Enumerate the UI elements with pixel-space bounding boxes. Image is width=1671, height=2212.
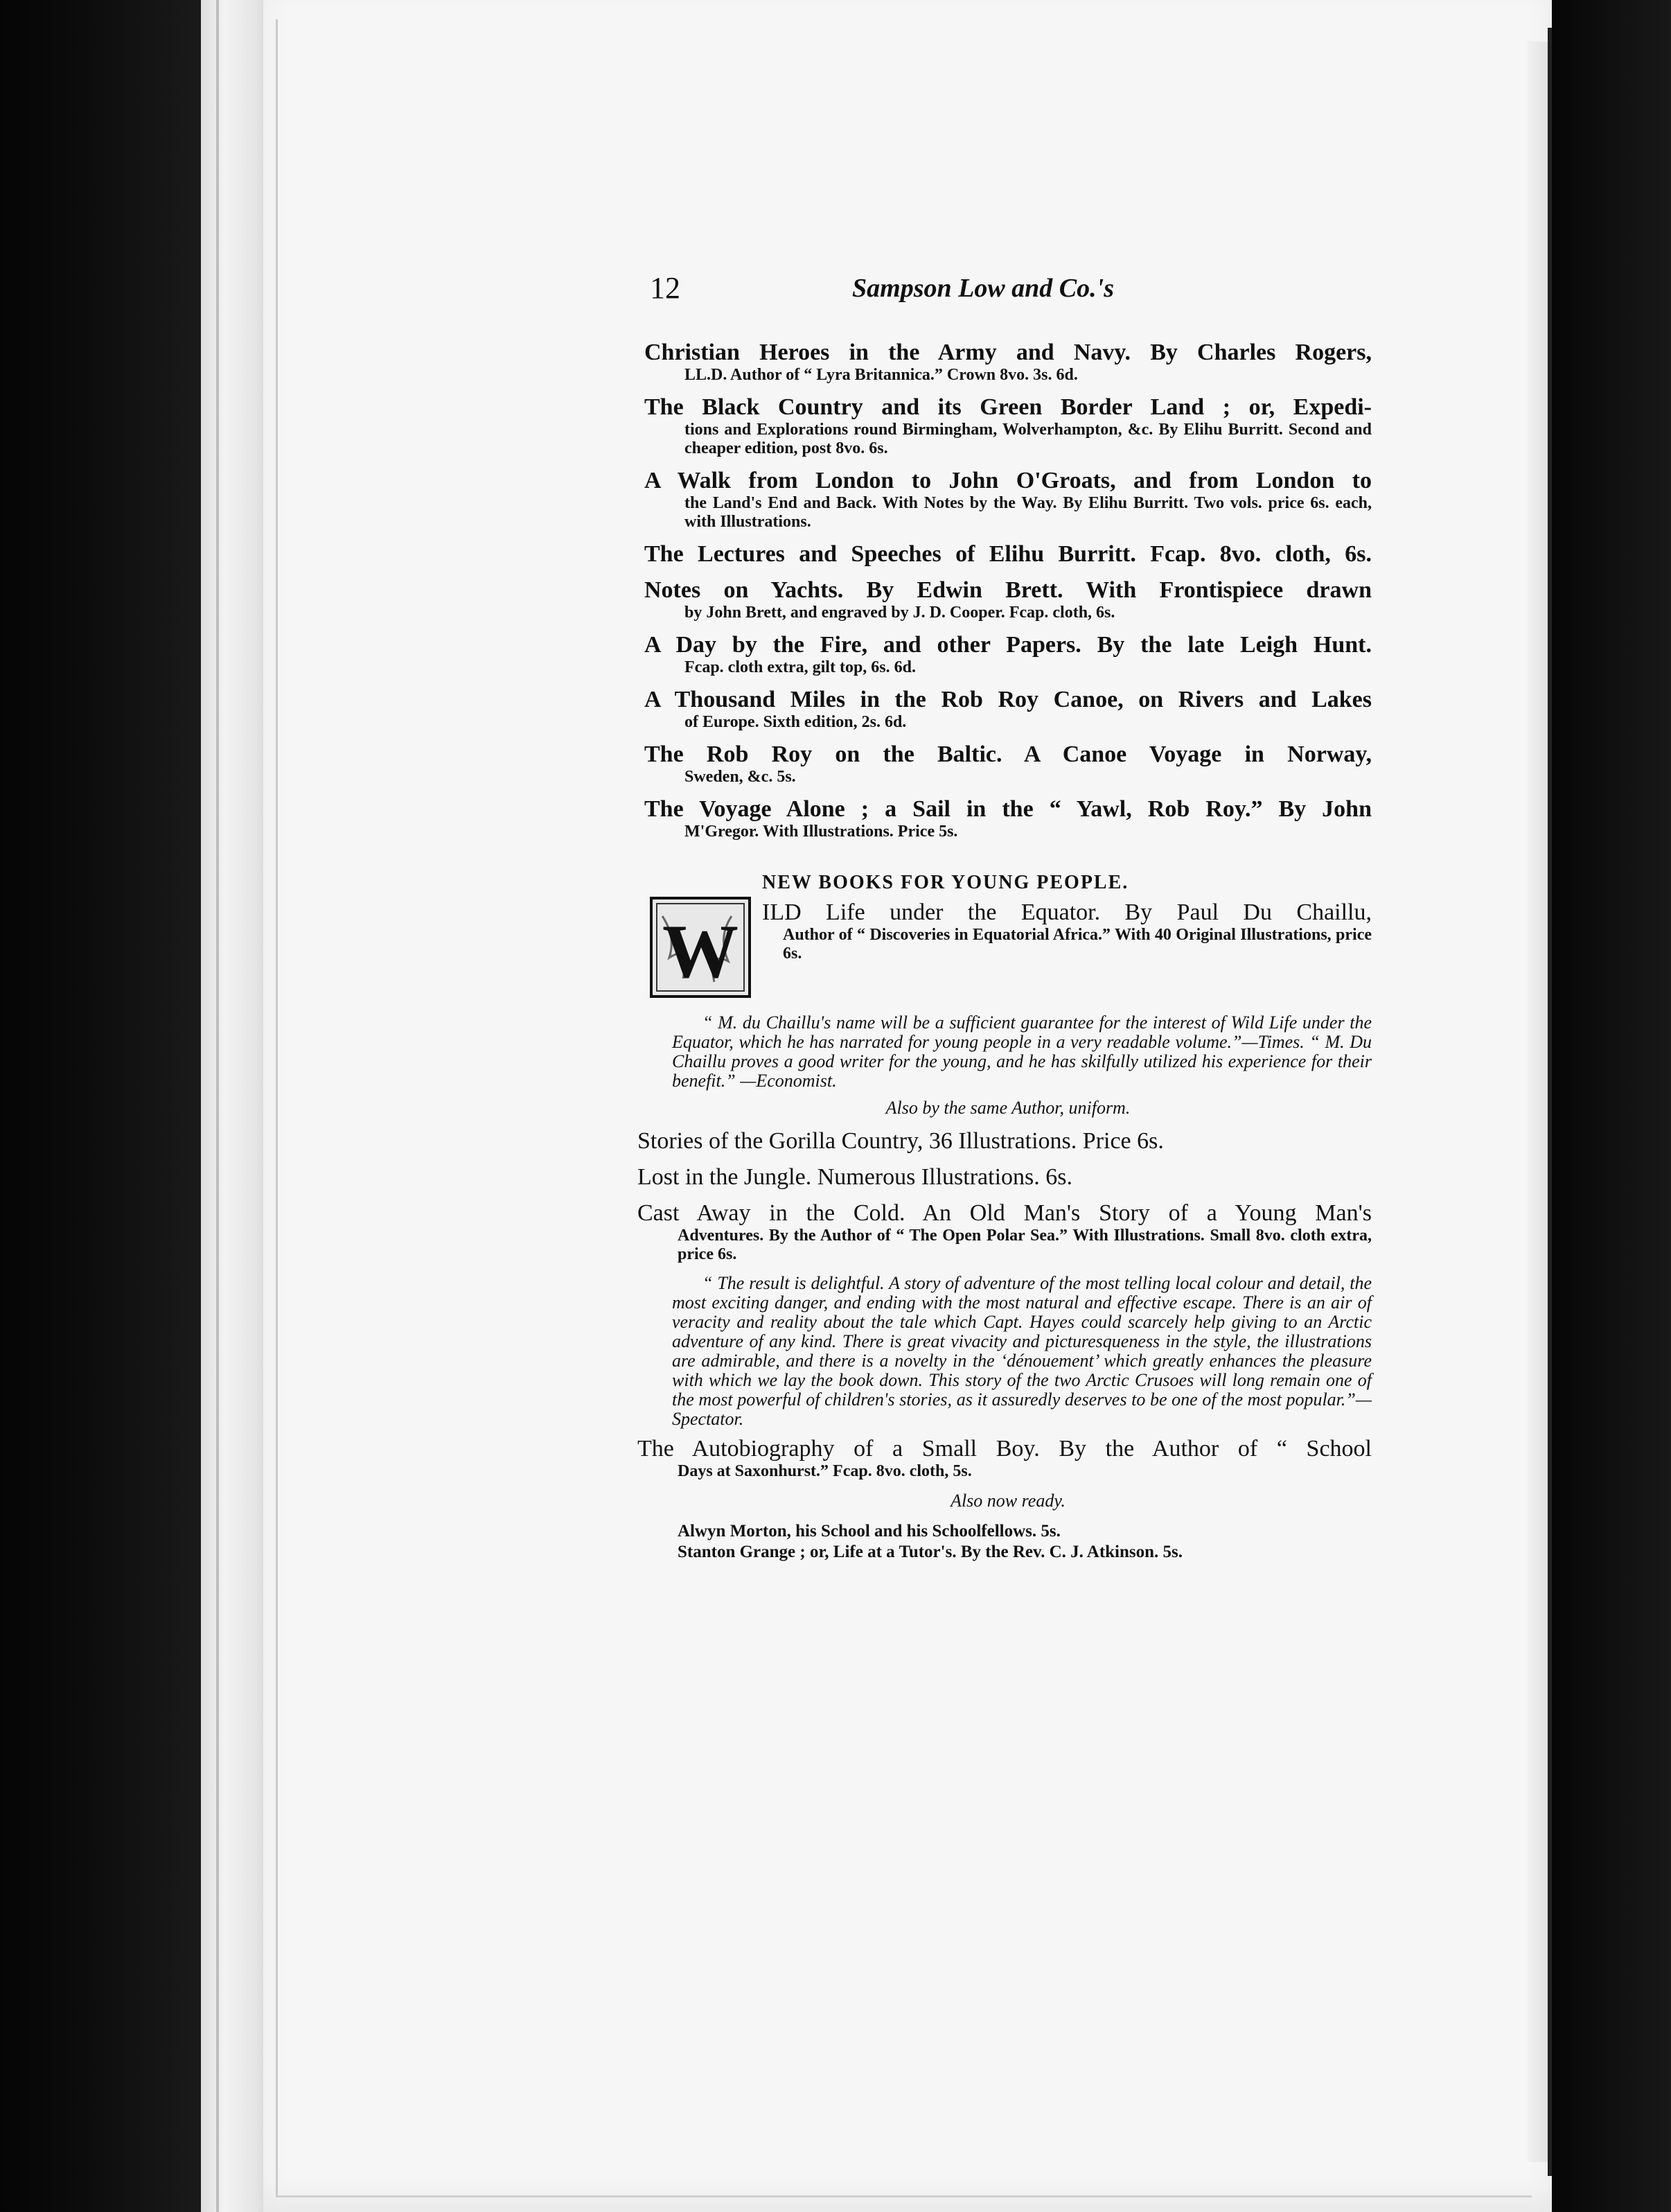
review-quote: “ M. du Chaillu's name will be a sufficient guarantee for the interest of Wild Life under the Equator, which he has narrated for young people in a very readable volume.”—Times. “ M. Du Chaillu proves a good writer for the young, and he has skilfully utilized his experience for their benefit.” —Economist.: [672, 1012, 1372, 1091]
decorative-dropcap-icon: [648, 895, 752, 999]
book-title: A Walk from London to John O'Groats, and from London to: [644, 468, 1372, 493]
book-details: LL.D. Author of “ Lyra Britannica.” Crown 8vo. 3s. 6d.: [684, 366, 1078, 384]
list-item: Alwyn Morton, his School and his Schoolfellows. 5s.: [678, 1522, 1061, 1540]
book-title: The Black Country and its Green Border Land ; or, Expedi-: [644, 394, 1372, 420]
book-details: by John Brett, and engraved by J. D. Cooper. Fcap. cloth, 6s.: [684, 604, 1115, 622]
book-entry: [644, 468, 1372, 532]
book-title: Lost in the Jungle. Numerous Illustrations. 6s.: [637, 1164, 1073, 1190]
book-entry: [637, 1436, 1372, 1481]
book-details: Days at Saxonhurst.” Fcap. 8vo. cloth, 5s.: [678, 1462, 972, 1480]
book-title: The Lectures and Speeches of Elihu Burritt. Fcap. 8vo. cloth, 6s.: [644, 541, 1372, 567]
book-title: Cast Away in the Cold. An Old Man's Story of a Young Man's: [637, 1200, 1372, 1226]
book-entry: [644, 577, 1372, 622]
book-details: Author of “ Discoveries in Equatorial Africa.” With 40 Original Illustrations, price 6s.: [783, 926, 1372, 963]
scan-left-margin: [0, 0, 208, 2212]
book-title: A Day by the Fire, and other Papers. By the late Leigh Hunt.: [644, 632, 1372, 658]
book-title: The Autobiography of a Small Boy. By the Author of “ School: [637, 1436, 1372, 1462]
book-list-bottom: [637, 1128, 1372, 1264]
book-details: M'Gregor. With Illustrations. Price 5s.: [684, 823, 958, 841]
page-edge-line: [216, 0, 219, 2212]
book-details: of Europe. Sixth edition, 2s. 6d.: [684, 713, 907, 731]
book-entry: [644, 541, 1372, 568]
book-title: ILD Life under the Equator. By Paul Du Chaillu,: [762, 899, 1372, 925]
list-item: Stanton Grange ; or, Life at a Tutor's. By the Rev. C. J. Atkinson. 5s.: [678, 1543, 1183, 1561]
book-title: A Thousand Miles in the Rob Roy Canoe, on Rivers and Lakes: [644, 687, 1372, 712]
book-details: tions and Explorations round Birmingham, Wolverhampton, &c. By Elihu Burritt. Second and cheaper edition, post 8vo. 6s.: [684, 421, 1372, 457]
same-author-note: Also by the same Author, uniform.: [885, 1098, 1131, 1118]
book-details: Adventures. By the Author of “ The Open Polar Sea.” With Illustrations. Small 8vo. cloth extra, price 6s.: [678, 1227, 1372, 1263]
page-number: 12: [650, 271, 680, 305]
page-header: [644, 270, 1372, 319]
book-entry: [644, 394, 1372, 458]
svg-text:W: W: [662, 909, 739, 994]
page-content: [637, 270, 1372, 1563]
also-ready-note: Also now ready.: [951, 1491, 1066, 1511]
book-entry: [644, 632, 1372, 677]
dropcap-entry: [644, 899, 1372, 1003]
book-title: The Voyage Alone ; a Sail in the “ Yawl, Rob Roy.” By John: [644, 796, 1372, 822]
book-entry: [637, 1164, 1372, 1191]
running-head: Sampson Low and Co.'s: [852, 274, 1114, 303]
scan-right-margin: [1552, 0, 1671, 2212]
review-quote: “ The result is delightful. A story of adventure of the most telling local colour and detail, the most exciting danger, and ending with the most natural and effective escape. There is an air of veracity and reality about the tale which Capt. Hayes could scarcely help giving to an Arctic adventure of any kind. There is great vivacity and picturesqueness in the style, the illustrations are admirable, and there is a novelty in the ‘dénouement’ which greatly enhances the pleasure with which we lay the book down. This story of the two Arctic Crusoes will long remain one of the most powerful of children's stories, as it assuredly deserves to be one of the most popular.”—Spectator.: [672, 1273, 1372, 1429]
book-entry: [644, 340, 1372, 385]
book-entry: [637, 1200, 1372, 1264]
section-heading: NEW BOOKS FOR YOUNG PEOPLE.: [762, 872, 1129, 893]
book-title: Notes on Yachts. By Edwin Brett. With Frontispiece drawn: [644, 577, 1372, 603]
book-entry: [644, 741, 1372, 787]
dropcap-entry-text: [762, 899, 1372, 963]
book-entry: [644, 687, 1372, 732]
book-entry: [762, 899, 1372, 963]
book-title: Stories of the Gorilla Country, 36 Illustrations. Price 6s.: [637, 1128, 1164, 1154]
book-entry: [644, 796, 1372, 841]
book-details: Fcap. cloth extra, gilt top, 6s. 6d.: [684, 658, 916, 676]
book-details: Sweden, &c. 5s.: [684, 768, 796, 786]
book-list-top: [644, 340, 1372, 841]
book-details: the Land's End and Back. With Notes by the Way. By Elihu Burritt. Two vols. price 6s. each, with Illustrations.: [684, 494, 1372, 531]
book-entry: [637, 1128, 1372, 1155]
book-title: Christian Heroes in the Army and Navy. By Charles Rogers,: [644, 340, 1372, 365]
book-title: The Rob Roy on the Baltic. A Canoe Voyage in Norway,: [644, 741, 1372, 767]
